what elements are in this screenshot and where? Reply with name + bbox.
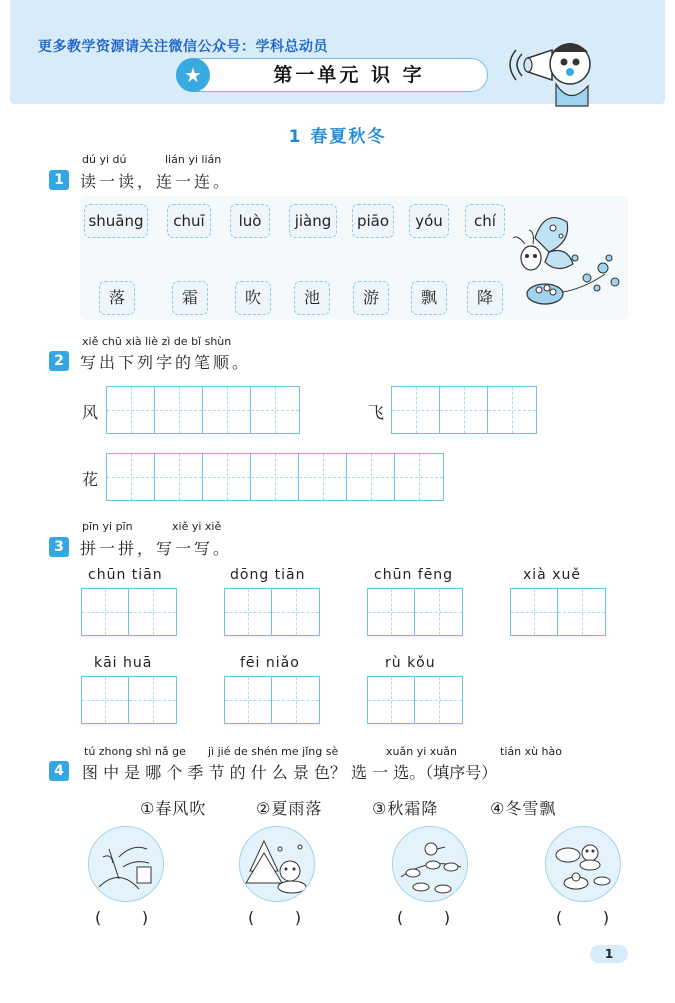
write-grid[interactable] (224, 676, 320, 724)
write-grid[interactable] (224, 588, 320, 636)
stroke-char-fei: 飞 (368, 403, 385, 422)
q1-pinyin-2: lián yi lián (165, 153, 222, 166)
q1-pinyin-1: dú yi dú (82, 153, 127, 166)
write-grid[interactable] (510, 588, 606, 636)
word-pinyin: rù kǒu (385, 655, 436, 671)
word-pinyin: fēi niǎo (240, 655, 300, 671)
q4-instruction: 图 中 是 哪 个 季 节 的 什 么 景 色？ 选 一 选。（填序号） (82, 763, 498, 782)
q2-instruction: 写出下列字的笔顺。 (80, 353, 252, 372)
q3-pinyin-2: xiě yi xiě (172, 520, 222, 533)
word-pinyin: xià xuě (523, 567, 581, 583)
pinyin-chip[interactable]: luò (230, 204, 270, 238)
char-chip[interactable]: 降 (467, 281, 503, 315)
lesson-title: 1 春夏秋冬 (288, 127, 387, 147)
stroke-order-grid-fei[interactable] (391, 386, 537, 434)
char-chip[interactable]: 飘 (411, 281, 447, 315)
q4-pinyin-2: jì jié de shén me jǐng sè (208, 745, 339, 758)
stroke-order-grid-hua[interactable] (106, 453, 444, 501)
winter-snow-picture-icon (239, 826, 315, 902)
answer-blank[interactable]: ( ) (397, 908, 451, 927)
answer-blank[interactable]: ( ) (248, 908, 302, 927)
page-number: 1 (590, 945, 628, 963)
pinyin-chip[interactable]: piāo (352, 204, 394, 238)
star-icon: ★ (176, 58, 210, 92)
q3-number-badge: 3 (49, 537, 69, 557)
char-chip[interactable]: 游 (353, 281, 389, 315)
word-pinyin: kāi huā (94, 655, 153, 671)
unit-title: 第一单元 识 字 (273, 64, 425, 86)
q1-number-badge: 1 (49, 170, 69, 190)
pinyin-chip[interactable]: chuī (167, 204, 211, 238)
q3-instruction: 拼一拼，写一写。 (80, 539, 233, 558)
word-pinyin: chūn fēng (374, 567, 454, 583)
q4-pinyin-4: tián xù hào (500, 745, 562, 758)
write-grid[interactable] (367, 676, 463, 724)
butterfly-illustration-icon (505, 208, 627, 314)
promo-text: 更多教学资源请关注微信公众号：学科总动员 (38, 39, 328, 55)
write-grid[interactable] (81, 676, 177, 724)
stroke-char-hua: 花 (82, 470, 99, 489)
char-chip[interactable]: 吹 (235, 281, 271, 315)
option-spring: ①春风吹 (140, 799, 207, 818)
pinyin-chip[interactable]: shuāng (84, 204, 148, 238)
autumn-frost-picture-icon (392, 826, 468, 902)
q2-pinyin: xiě chū xià liè zì de bǐ shùn (82, 335, 232, 348)
q3-pinyin-1: pīn yi pīn (82, 520, 133, 533)
option-winter: ④冬雪飘 (490, 799, 557, 818)
pinyin-chip[interactable]: jiàng (289, 204, 337, 238)
stroke-char-feng: 风 (82, 403, 99, 422)
q4-pinyin-3: xuǎn yi xuǎn (386, 745, 457, 758)
q4-pinyin-1: tú zhong shì nǎ ge (84, 745, 186, 758)
q1-instruction: 读一读，连一连。 (80, 172, 233, 191)
mascot-megaphone-icon (508, 36, 598, 108)
char-chip[interactable]: 霜 (172, 281, 208, 315)
answer-blank[interactable]: ( ) (95, 908, 149, 927)
char-chip[interactable]: 池 (294, 281, 330, 315)
q2-number-badge: 2 (49, 351, 69, 371)
summer-rain-picture-icon (545, 826, 621, 902)
answer-blank[interactable]: ( ) (556, 908, 610, 927)
option-summer: ②夏雨落 (256, 799, 323, 818)
stroke-order-grid-feng[interactable] (106, 386, 300, 434)
char-chip[interactable]: 落 (99, 281, 135, 315)
pinyin-chip[interactable]: chí (465, 204, 505, 238)
q4-number-badge: 4 (49, 761, 69, 781)
pinyin-chip[interactable]: yóu (409, 204, 449, 238)
word-pinyin: chūn tiān (88, 567, 163, 583)
word-pinyin: dōng tiān (230, 567, 306, 583)
write-grid[interactable] (81, 588, 177, 636)
spring-wind-picture-icon (88, 826, 164, 902)
write-grid[interactable] (367, 588, 463, 636)
option-autumn: ③秋霜降 (372, 799, 439, 818)
